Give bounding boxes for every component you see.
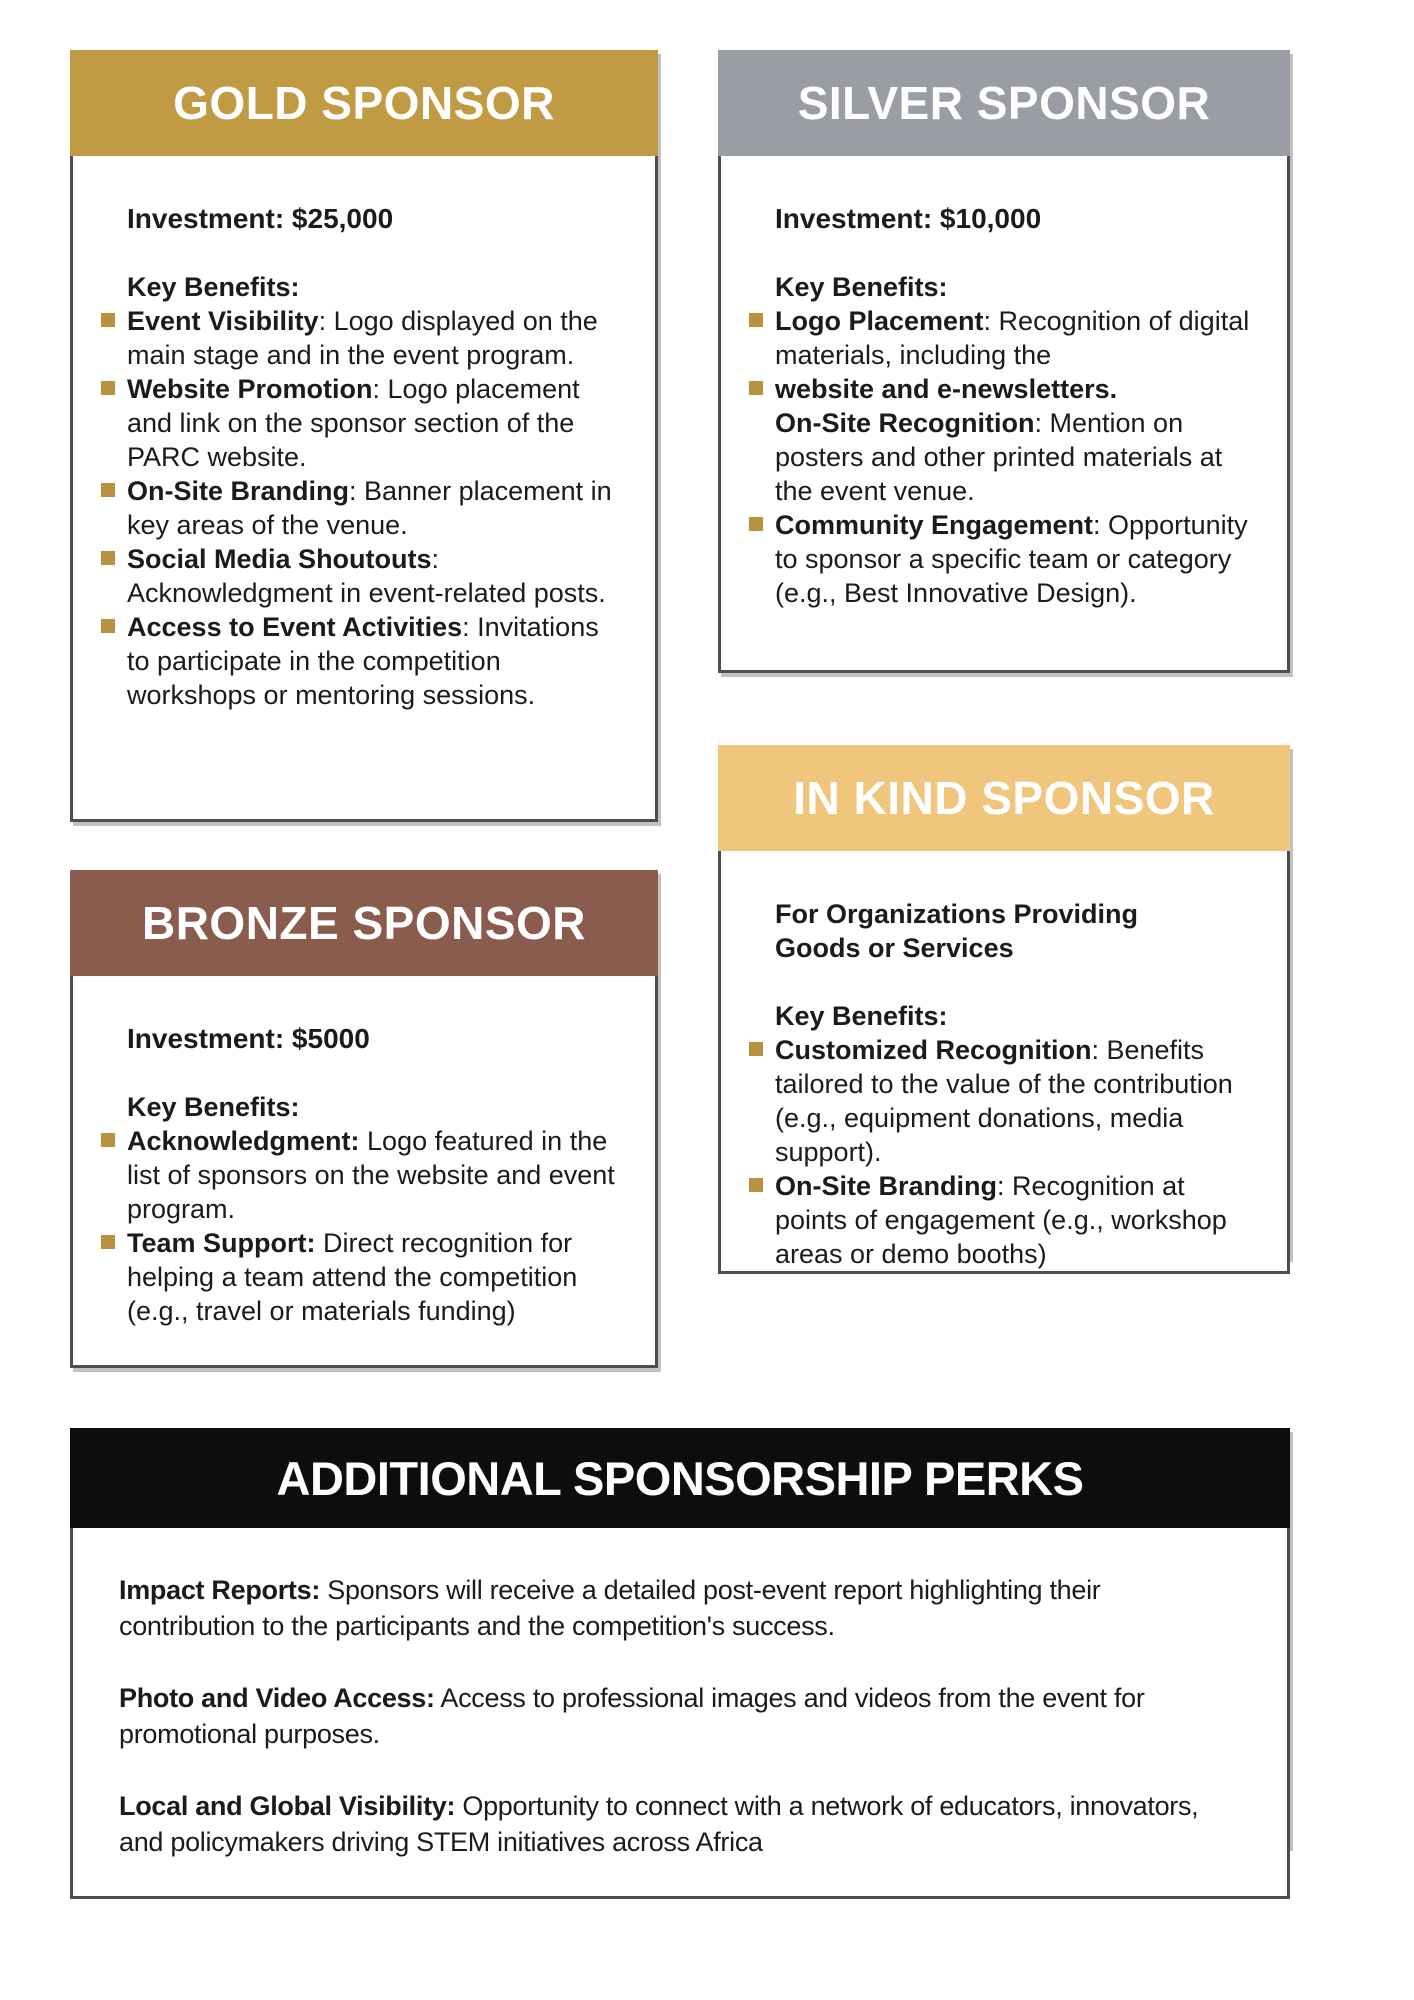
inkind-benefits-list — [775, 1033, 1257, 1271]
bronze-benefits-list — [127, 1124, 625, 1328]
benefit-label: website and e-newsletters. — [775, 374, 1118, 404]
perk-label: Local and Global Visibility: — [119, 1791, 456, 1821]
gold-benefits-label: Key Benefits: — [127, 272, 300, 302]
benefit-label: Social Media Shoutouts — [127, 544, 432, 574]
bullet-square-icon — [101, 1133, 115, 1147]
benefit-text: : Acknowledgment in event-related posts. — [127, 544, 606, 608]
benefit-item — [127, 474, 625, 542]
benefit-text: : Mention on posters and other printed materials at the event venue. — [775, 408, 1223, 506]
bullet-square-icon — [101, 313, 115, 327]
benefit-item — [775, 304, 1257, 372]
additional-perks-banner — [70, 1428, 1290, 1528]
benefit-text: : Benefits tailored to the value of the contribution (e.g., equipment donations, media support). — [775, 1035, 1233, 1167]
benefit-text: : Logo placement and link on the sponsor section of the PARC website. — [127, 374, 580, 472]
bullet-square-icon — [749, 1042, 763, 1056]
silver-sponsor-banner — [718, 50, 1290, 156]
benefit-label: On-Site Branding — [775, 1171, 997, 1201]
bullet-square-icon — [749, 1178, 763, 1192]
benefit-label: On-Site Recognition — [775, 408, 1035, 438]
bullet-square-icon — [101, 1235, 115, 1249]
benefit-text: : Recognition of digital materials, including the — [775, 306, 1250, 370]
benefit-text: : Opportunity to sponsor a specific team or category (e.g., Best Innovative Design). — [775, 510, 1248, 608]
benefit-text: : Invitations to participate in the competition workshops or mentoring sessions. — [127, 612, 599, 710]
bronze-sponsor-card — [70, 870, 658, 1368]
benefit-text: : Banner placement in key areas of the venue. — [127, 476, 612, 540]
inkind-intro-line1: For Organizations Providing — [775, 899, 1139, 929]
benefit-item — [775, 508, 1257, 610]
bronze-sponsor-body — [70, 976, 658, 1368]
perk-label: Photo and Video Access: — [119, 1683, 435, 1713]
silver-sponsor-card — [718, 50, 1290, 673]
benefit-text: : Logo displayed on the main stage and in the event program. — [127, 306, 598, 370]
inkind-benefits-label: Key Benefits: — [775, 1001, 948, 1031]
benefit-text: : Recognition at points of engagement (e.g., workshop areas or demo booths) — [775, 1171, 1227, 1269]
bullet-square-icon — [101, 551, 115, 565]
silver-benefits-list — [775, 304, 1257, 610]
perk-label: Impact Reports: — [119, 1575, 321, 1605]
perk-text: Sponsors will receive a detailed post-event report highlighting their contribution to the participants and the competition's success. — [119, 1575, 1101, 1641]
benefit-label: Community Engagement — [775, 510, 1094, 540]
bullet-square-icon — [101, 619, 115, 633]
benefit-label: Event Visibility — [127, 306, 319, 336]
silver-sponsor-body — [718, 156, 1290, 673]
bronze-investment: Investment: $5000 — [127, 1023, 370, 1054]
gold-investment: Investment: $25,000 — [127, 203, 394, 234]
inkind-intro-line2: Goods or Services — [775, 933, 1014, 963]
benefit-item — [127, 1226, 625, 1328]
benefit-label: Acknowledgment: — [127, 1126, 360, 1156]
gold-sponsor-card — [70, 50, 658, 822]
inkind-sponsor-card — [718, 745, 1290, 1269]
benefit-text: Direct recognition for helping a team attend the competition (e.g., travel or materials funding) — [127, 1228, 578, 1326]
benefit-label: Customized Recognition — [775, 1035, 1092, 1065]
bronze-benefits-label: Key Benefits: — [127, 1092, 300, 1122]
gold-benefits-list — [127, 304, 625, 712]
perk-text: Opportunity to connect with a network of educators, innovators, and policymakers driving STEM initiatives across Africa — [119, 1791, 1199, 1857]
bullet-square-icon — [749, 313, 763, 327]
benefit-item — [127, 372, 625, 474]
benefit-text: Logo featured in the list of sponsors on the website and event program. — [127, 1126, 615, 1224]
additional-perks-body — [70, 1528, 1290, 1899]
additional-perks-title: ADDITIONAL SPONSORSHIP PERKS — [276, 1451, 1084, 1505]
benefit-item — [775, 1169, 1257, 1271]
perk-item — [119, 1680, 1231, 1752]
benefit-item — [775, 372, 1257, 508]
silver-benefits-label: Key Benefits: — [775, 272, 948, 302]
bullet-square-icon — [101, 381, 115, 395]
gold-sponsor-banner — [70, 50, 658, 156]
perk-item — [119, 1572, 1231, 1644]
silver-investment: Investment: $10,000 — [775, 203, 1042, 234]
bullet-square-icon — [101, 483, 115, 497]
inkind-sponsor-body — [718, 851, 1290, 1274]
benefit-item — [127, 1124, 625, 1226]
benefit-label: On-Site Branding — [127, 476, 349, 506]
inkind-intro — [775, 897, 1257, 965]
gold-sponsor-body — [70, 156, 658, 822]
bronze-sponsor-banner — [70, 870, 658, 976]
silver-sponsor-title: SILVER SPONSOR — [797, 77, 1211, 129]
bronze-sponsor-title: BRONZE SPONSOR — [141, 897, 587, 949]
benefit-item — [127, 304, 625, 372]
benefit-item — [775, 1033, 1257, 1169]
benefit-label: Logo Placement — [775, 306, 984, 336]
benefit-label: Access to Event Activities — [127, 612, 463, 642]
inkind-sponsor-banner — [718, 745, 1290, 851]
bullet-square-icon — [749, 381, 763, 395]
perk-item — [119, 1788, 1231, 1860]
inkind-sponsor-title: IN KIND SPONSOR — [793, 772, 1215, 824]
gold-sponsor-title: GOLD SPONSOR — [173, 77, 555, 129]
perk-text: Access to professional images and videos from the event for promotional purposes. — [119, 1683, 1145, 1749]
benefit-label: Team Support: — [127, 1228, 316, 1258]
benefit-item — [127, 610, 625, 712]
benefit-item — [127, 542, 625, 610]
bullet-square-icon — [749, 517, 763, 531]
additional-perks-card — [70, 1428, 1290, 1857]
benefit-label: Website Promotion — [127, 374, 373, 404]
